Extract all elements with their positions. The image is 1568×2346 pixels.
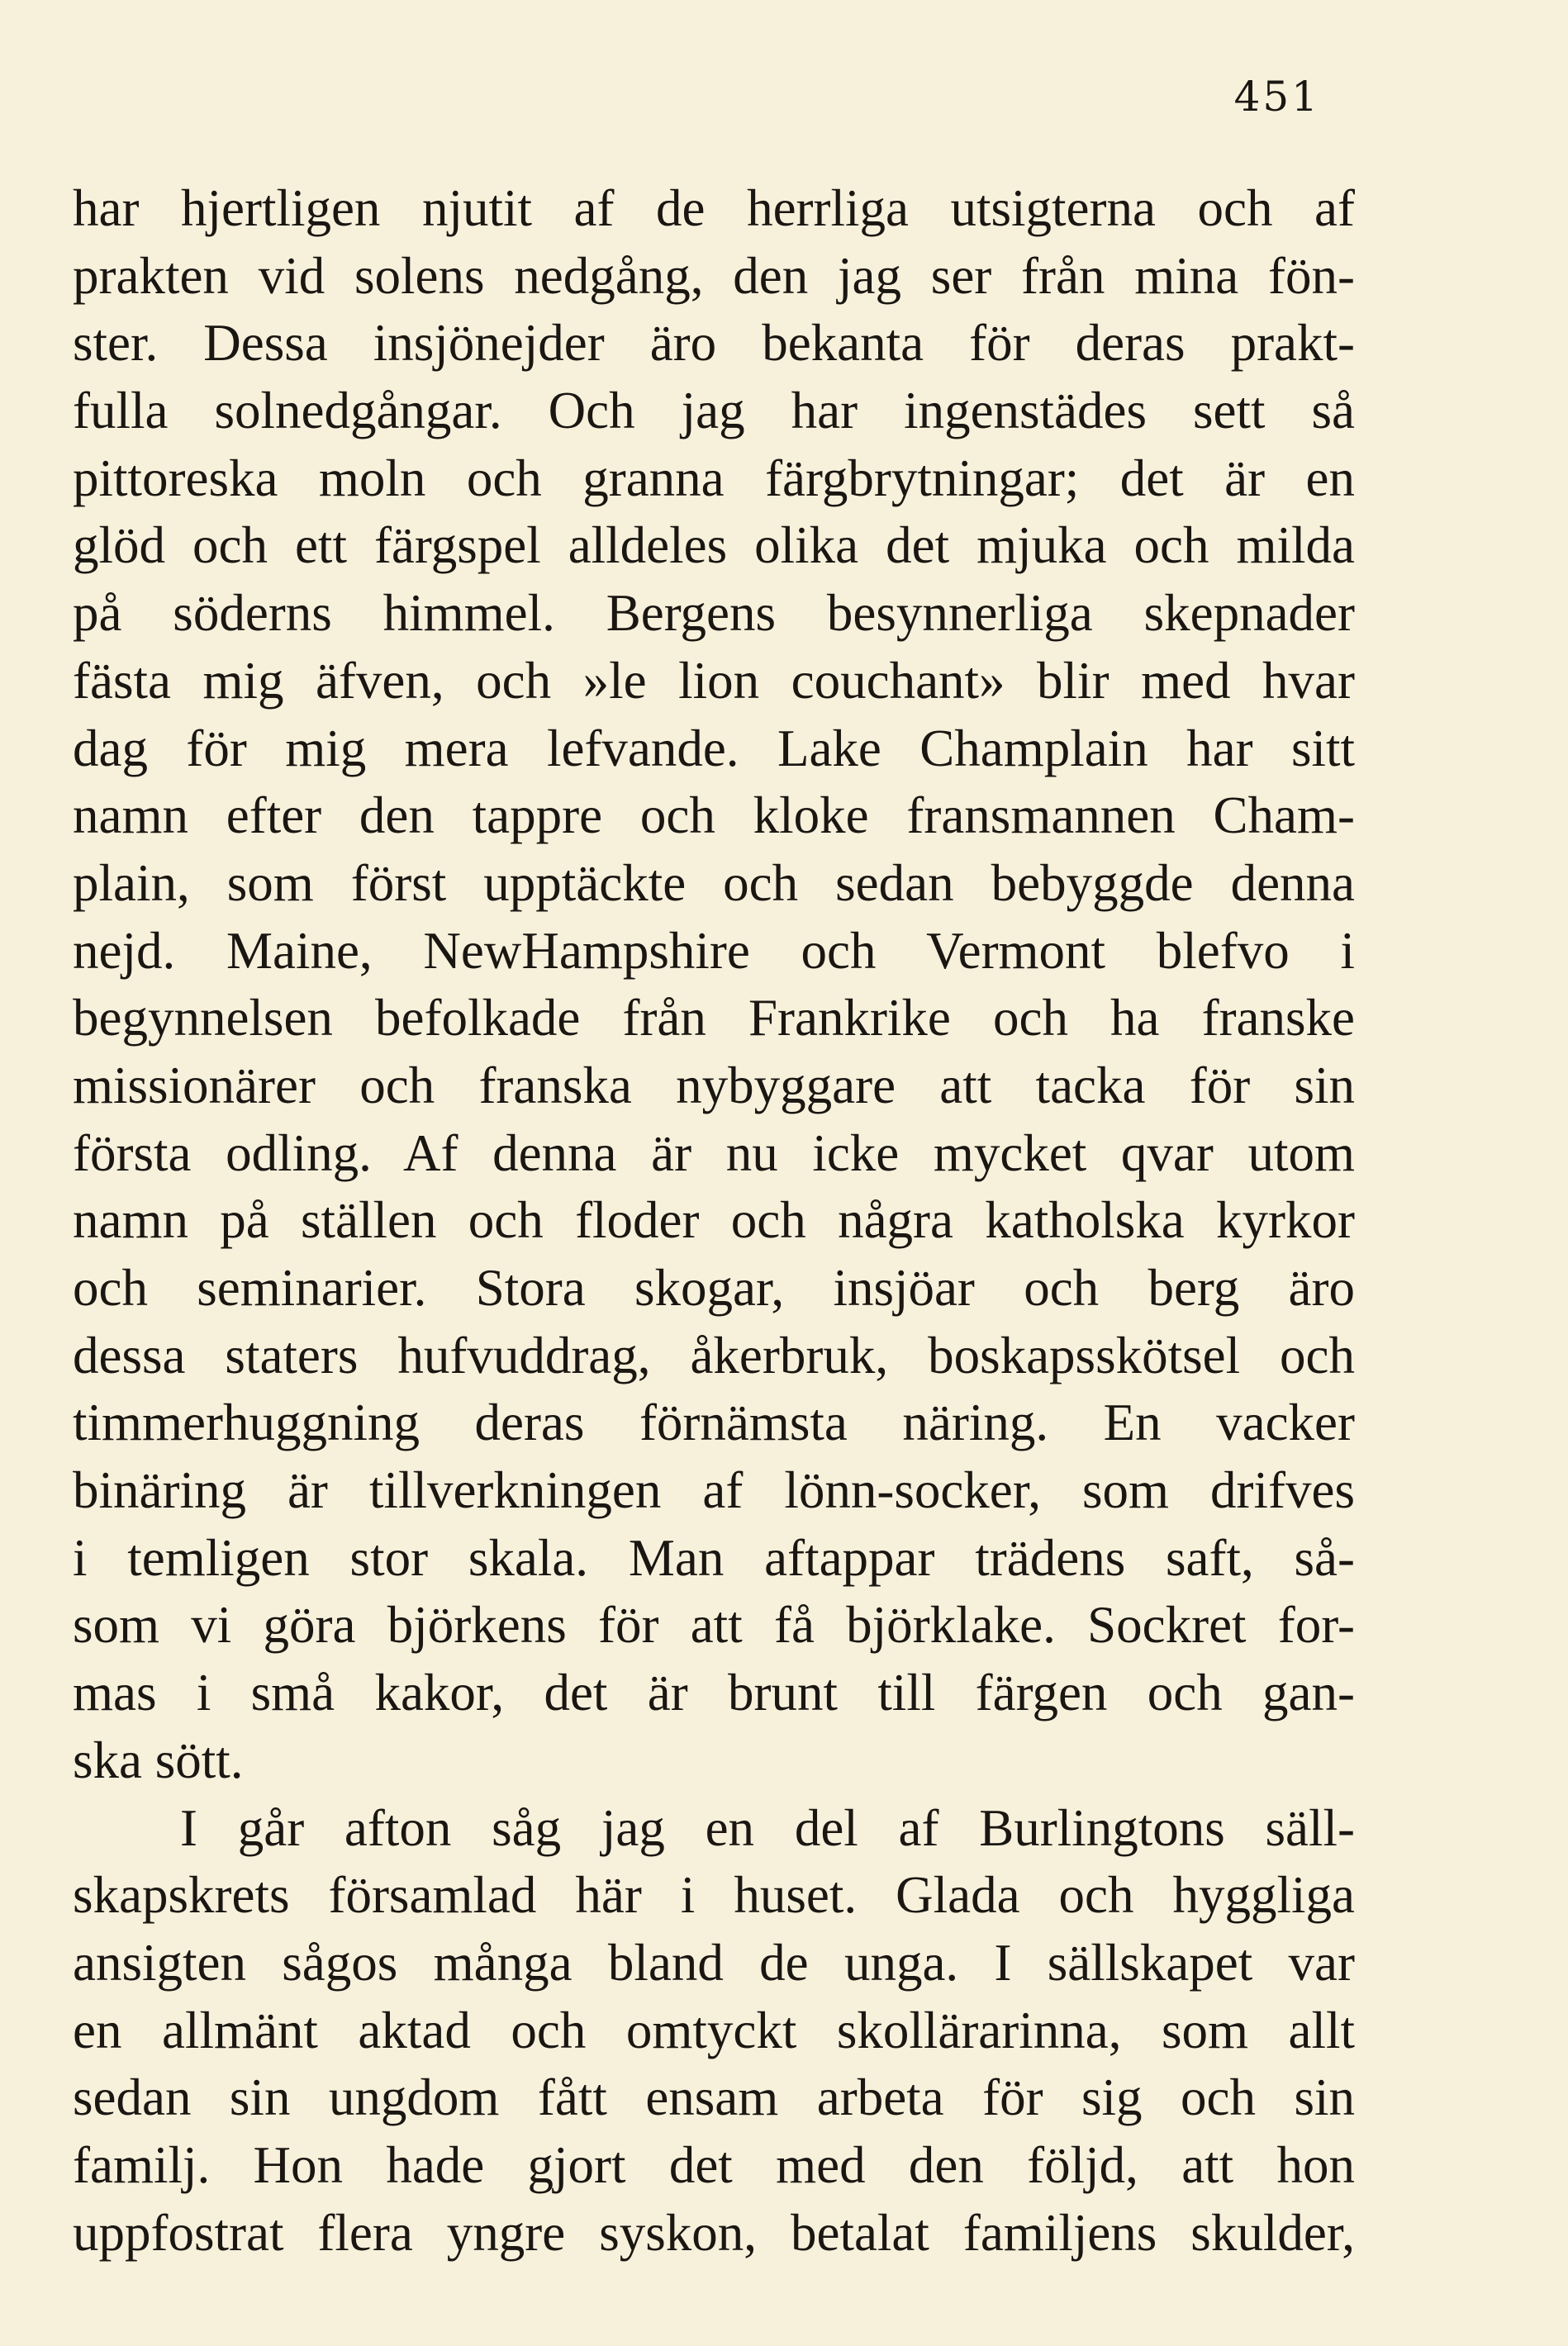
- text-line: mas i små kakor, det är brunt till färgen och gan-: [73, 1664, 1355, 1722]
- text-line: i temligen stor skala. Man aftappar trädens saft, så-: [73, 1528, 1355, 1587]
- text-line: fulla solnedgångar. Och jag har ingenstädes sett så: [73, 382, 1355, 440]
- text-line: dag för mig mera lefvande. Lake Champlain har sitt: [73, 719, 1355, 777]
- text-line: pittoreska moln och granna färgbrytningar; det är en: [73, 449, 1355, 507]
- text-line: glöd och ett färgspel alldeles olika det mjuka och milda: [73, 516, 1355, 575]
- text-line: missionärer och franska nybyggare att tacka för sin: [73, 1056, 1355, 1114]
- text-line: ska sött.: [73, 1731, 244, 1789]
- text-line: ansigten sågos många bland de unga. I sällskapet var: [73, 1933, 1355, 1992]
- page-number: 451: [1233, 73, 1320, 121]
- text-line: som vi göra björkens för att få björklake. Sockret for-: [73, 1596, 1355, 1655]
- text-line: skapskrets församlad här i huset. Glada och hyggliga: [73, 1866, 1355, 1925]
- text-line: och seminarier. Stora skogar, insjöar och berg äro: [73, 1259, 1355, 1317]
- text-line: dessa staters hufvuddrag, åkerbruk, boskapsskötsel och: [73, 1326, 1355, 1384]
- text-line: ster. Dessa insjönejder äro bekanta för deras prakt-: [73, 314, 1355, 373]
- body-text: [73, 175, 1355, 2267]
- text-line: timmerhuggning deras förnämsta näring. En vacker: [73, 1394, 1355, 1452]
- text-line: första odling. Af denna är nu icke mycket qvar utom: [73, 1123, 1355, 1182]
- text-line: uppfostrat flera yngre syskon, betalat familjens skulder,: [73, 2203, 1355, 2262]
- text-line: familj. Hon hade gjort det med den följd, att hon: [73, 2135, 1355, 2194]
- text-line: namn på ställen och floder och några katholska kyrkor: [73, 1191, 1355, 1250]
- text-line: sedan sin ungdom fått ensam arbeta för sig och sin: [73, 2068, 1355, 2127]
- text-line: en allmänt aktad och omtyckt skollärarinna, som allt: [73, 2001, 1355, 2059]
- text-line: har hjertligen njutit af de herrliga utsigterna och af: [73, 179, 1355, 237]
- text-line: namn efter den tappre och kloke fransmannen Cham-: [73, 786, 1355, 845]
- text-line: fästa mig äfven, och »le lion couchant» blir med hvar: [73, 651, 1355, 710]
- text-line: på söderns himmel. Bergens besynnerliga skepnader: [73, 584, 1355, 643]
- paragraph-first-line: I går afton såg jag en del af Burlingtons säll-: [180, 1798, 1355, 1857]
- text-line: binäring är tillverkningen af lönn-socker, som drifves: [73, 1461, 1355, 1520]
- text-line: prakten vid solens nedgång, den jag ser från mina fön-: [73, 246, 1355, 305]
- text-line: nejd. Maine, NewHampshire och Vermont blefvo i: [73, 921, 1355, 980]
- text-line: plain, som först upptäckte och sedan bebyggde denna: [73, 853, 1355, 912]
- text-line: begynnelsen befolkade från Frankrike och ha franske: [73, 989, 1355, 1047]
